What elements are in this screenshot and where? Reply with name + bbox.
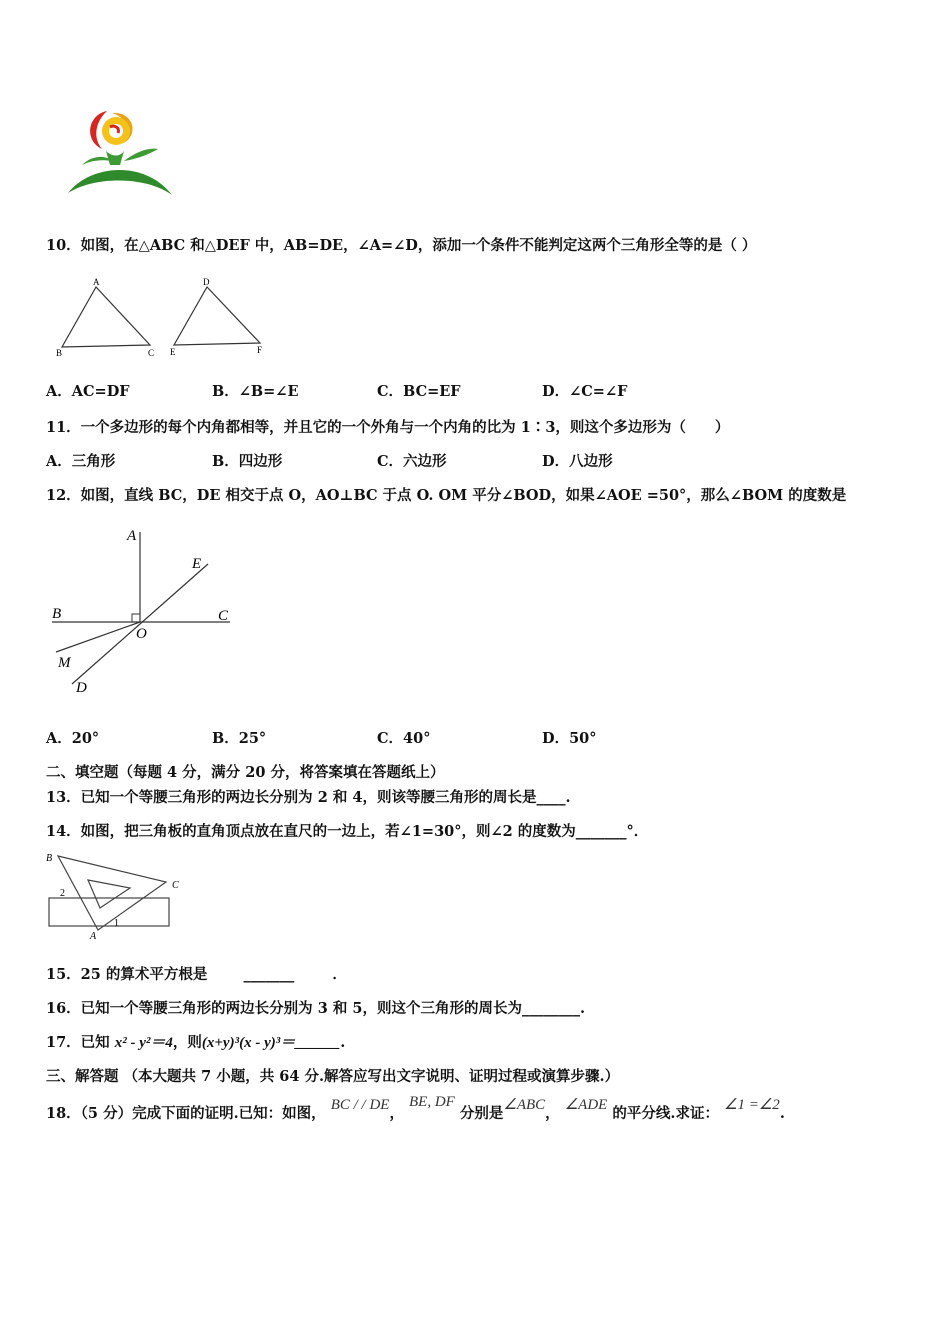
q14-ruler-triangle-figure	[44, 848, 189, 940]
section-2-heading: 二、填空题（每题 4 分，满分 20 分，将答案填在答题纸上）	[46, 764, 445, 781]
q14-label-b: B	[46, 853, 53, 864]
q10-label-f: F	[257, 345, 263, 355]
q11-option-a[interactable]: A．三角形	[46, 453, 116, 470]
q18-math-angle-abc: ∠ABC	[503, 1097, 546, 1113]
question-13: 13．已知一个等腰三角形的两边长分别为 2 和 4，则该等腰三角形的周长是____.	[46, 789, 571, 806]
q10-option-a[interactable]: A．AC=DF	[46, 383, 130, 400]
q10-label-e: E	[170, 347, 176, 357]
q17-formula-2: (x+y)³(x - y)³＝______	[201, 1035, 341, 1051]
q12-label-c: C	[218, 608, 229, 624]
section-3-heading: 三、解答题 （本大题共 7 小题，共 64 分.解答应写出文字说明、证明过程或演算步骤.）	[46, 1068, 620, 1085]
q12-label-b: B	[52, 606, 62, 622]
q18-end: .	[779, 1105, 785, 1122]
q10-label-a: A	[93, 277, 100, 287]
q14-label-2: 2	[60, 888, 65, 899]
q12-option-b[interactable]: B．25°	[212, 730, 267, 747]
question-12-stem: 12．如图，直线 BC，DE 相交于点 O，AO⊥BC 于点 O. OM 平分∠BOD，如果∠AOE =50°，那么∠BOM 的度数是	[46, 487, 847, 504]
question-11-stem: 11．一个多边形的每个内角都相等，并且它的一个外角与一个内角的比为 1∶3，则这个多边形为（ ）	[46, 419, 730, 436]
q15-prefix: 15．25 的算术平方根是	[46, 966, 208, 983]
q11-option-c[interactable]: C．六边形	[377, 453, 447, 470]
q14-label-1: 1	[114, 918, 119, 929]
q10-triangles-figure	[52, 275, 277, 360]
q11-option-b[interactable]: B．四边形	[212, 453, 283, 470]
q17-prefix: 17．已知	[46, 1034, 115, 1051]
q18-math-angle-ade: ∠ADE	[564, 1097, 608, 1113]
q10-label-b: B	[56, 348, 63, 358]
q17-formula-1: x² - y²＝4	[114, 1035, 173, 1051]
q10-label-d: D	[203, 277, 210, 287]
q14-label-c: C	[172, 880, 179, 891]
school-logo	[62, 103, 180, 198]
q17-end: .	[340, 1034, 346, 1051]
q14-label-a: A	[90, 931, 97, 940]
question-10-stem: 10．如图，在△ABC 和△DEF 中，AB=DE，∠A=∠D，添加一个条件不能判定这两个三角形全等的是（ ）	[46, 237, 757, 254]
q18-sep-1: ，	[389, 1105, 404, 1122]
q12-label-a: A	[127, 528, 137, 544]
q18-text-2: 分别是	[459, 1105, 504, 1122]
question-14-stem: 14．如图，把三角板的直角顶点放在直尺的一边上，若∠1=30°，则∠2 的度数为_______°．	[46, 823, 649, 840]
q18-math-parallel: BC / / DE	[330, 1097, 390, 1113]
q18-text-3: 的平分线.求证：	[612, 1105, 719, 1122]
q12-label-m: M	[58, 655, 71, 671]
q18-prefix: 18．（5 分）完成下面的证明.已知：如图，	[46, 1105, 326, 1122]
question-15	[46, 965, 347, 985]
q11-option-d[interactable]: D．八边形	[542, 453, 613, 470]
q12-option-c[interactable]: C．40°	[377, 730, 431, 747]
q10-option-d[interactable]: D．∠C=∠F	[542, 383, 628, 400]
q18-math-angle-eq: ∠1 =∠2	[724, 1097, 780, 1113]
q18-sep-2: ，	[545, 1105, 560, 1122]
q18-math-bisectors: BE, DF	[409, 1094, 455, 1110]
q12-label-o: O	[136, 626, 147, 642]
q12-label-d: D	[76, 680, 87, 696]
question-17	[46, 1033, 345, 1053]
q17-mid: ，则	[172, 1034, 202, 1051]
q12-option-d[interactable]: D．50°	[542, 730, 597, 747]
question-16: 16．已知一个等腰三角形的两边长分别为 3 和 5，则这个三角形的周长为________.	[46, 1000, 586, 1017]
q10-option-b[interactable]: B．∠B=∠E	[212, 383, 299, 400]
q12-label-e: E	[192, 556, 202, 572]
q10-option-c[interactable]: C．BC=EF	[377, 383, 461, 400]
q12-option-a[interactable]: A．20°	[46, 730, 100, 747]
q15-blank[interactable]: _______	[243, 966, 295, 983]
q12-angle-figure	[44, 522, 244, 702]
question-18	[46, 1094, 785, 1124]
q10-label-c: C	[148, 348, 155, 358]
q15-end: ．	[332, 966, 347, 983]
